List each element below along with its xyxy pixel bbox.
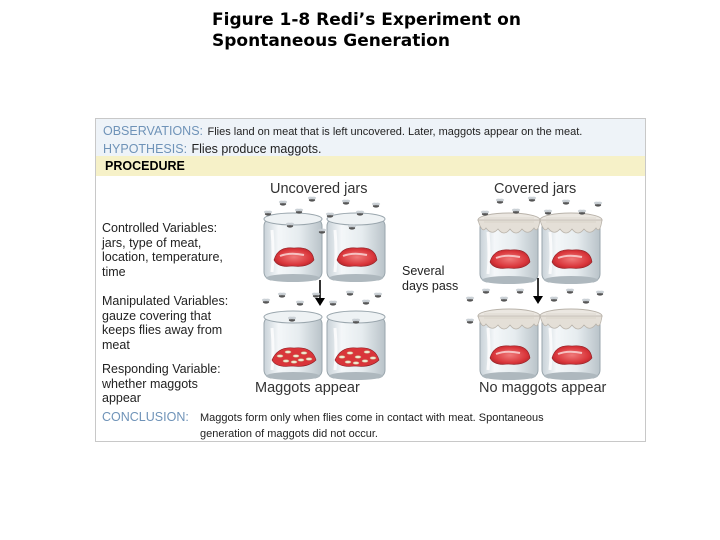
conclusion-line: generation of maggots did not occur. [200, 427, 378, 440]
result-covered: No maggots appear [479, 380, 607, 396]
responding-variable [102, 362, 221, 406]
covered-jar-top-right [540, 213, 602, 284]
several-days-pass-label [402, 264, 458, 293]
controlled-variables [102, 221, 223, 279]
procedure-label: PROCEDURE [105, 159, 185, 173]
time-label-line: days pass [402, 278, 459, 293]
manipulated-variables-line: keeps flies away from [102, 323, 223, 337]
manipulated-variables-line: Manipulated Variables: [102, 294, 229, 308]
covered-jar-bottom-left [478, 309, 540, 380]
figure-title-line-2: Spontaneous Generation [212, 31, 450, 51]
uncovered-jars-heading: Uncovered jars [270, 181, 368, 197]
result-uncovered: Maggots appear [255, 380, 360, 396]
conclusion-line: Maggots form only when flies come in contact with meat. Spontaneous [200, 412, 544, 424]
covered-jars-heading: Covered jars [494, 181, 577, 197]
time-label-line: Several [402, 264, 445, 278]
controlled-variables-line: location, temperature, [102, 250, 223, 264]
uncovered-jar-top-right [327, 213, 385, 282]
figure-title-line-1: Figure 1-8 Redi’s Experiment on [212, 10, 521, 30]
observations-label: OBSERVATIONS: [103, 124, 204, 138]
manipulated-variables-line: meat [102, 337, 130, 352]
manipulated-variables [102, 294, 228, 352]
covered-jar-top-left [478, 213, 540, 284]
conclusion-text [200, 411, 620, 442]
manipulated-variables-line: gauze covering that [102, 308, 212, 323]
observations-text: Flies land on meat that is left uncovered. Later, maggots appear on the meat. [207, 126, 583, 138]
hypothesis-label: HYPOTHESIS: [103, 142, 188, 156]
controlled-variables-line: jars, type of meat, [102, 235, 202, 250]
responding-variable-line: Responding Variable: [102, 362, 221, 376]
covered-jar-bottom-right [540, 309, 602, 380]
responding-variable-line: appear [102, 391, 141, 405]
controlled-variables-line: time [102, 264, 126, 279]
conclusion-label: CONCLUSION: [102, 410, 189, 424]
responding-variable-line: whether maggots [102, 376, 198, 391]
arrow-down-icon [533, 278, 543, 304]
controlled-variables-line: Controlled Variables: [102, 221, 218, 235]
hypothesis-text: Flies produce maggots. [191, 142, 322, 156]
